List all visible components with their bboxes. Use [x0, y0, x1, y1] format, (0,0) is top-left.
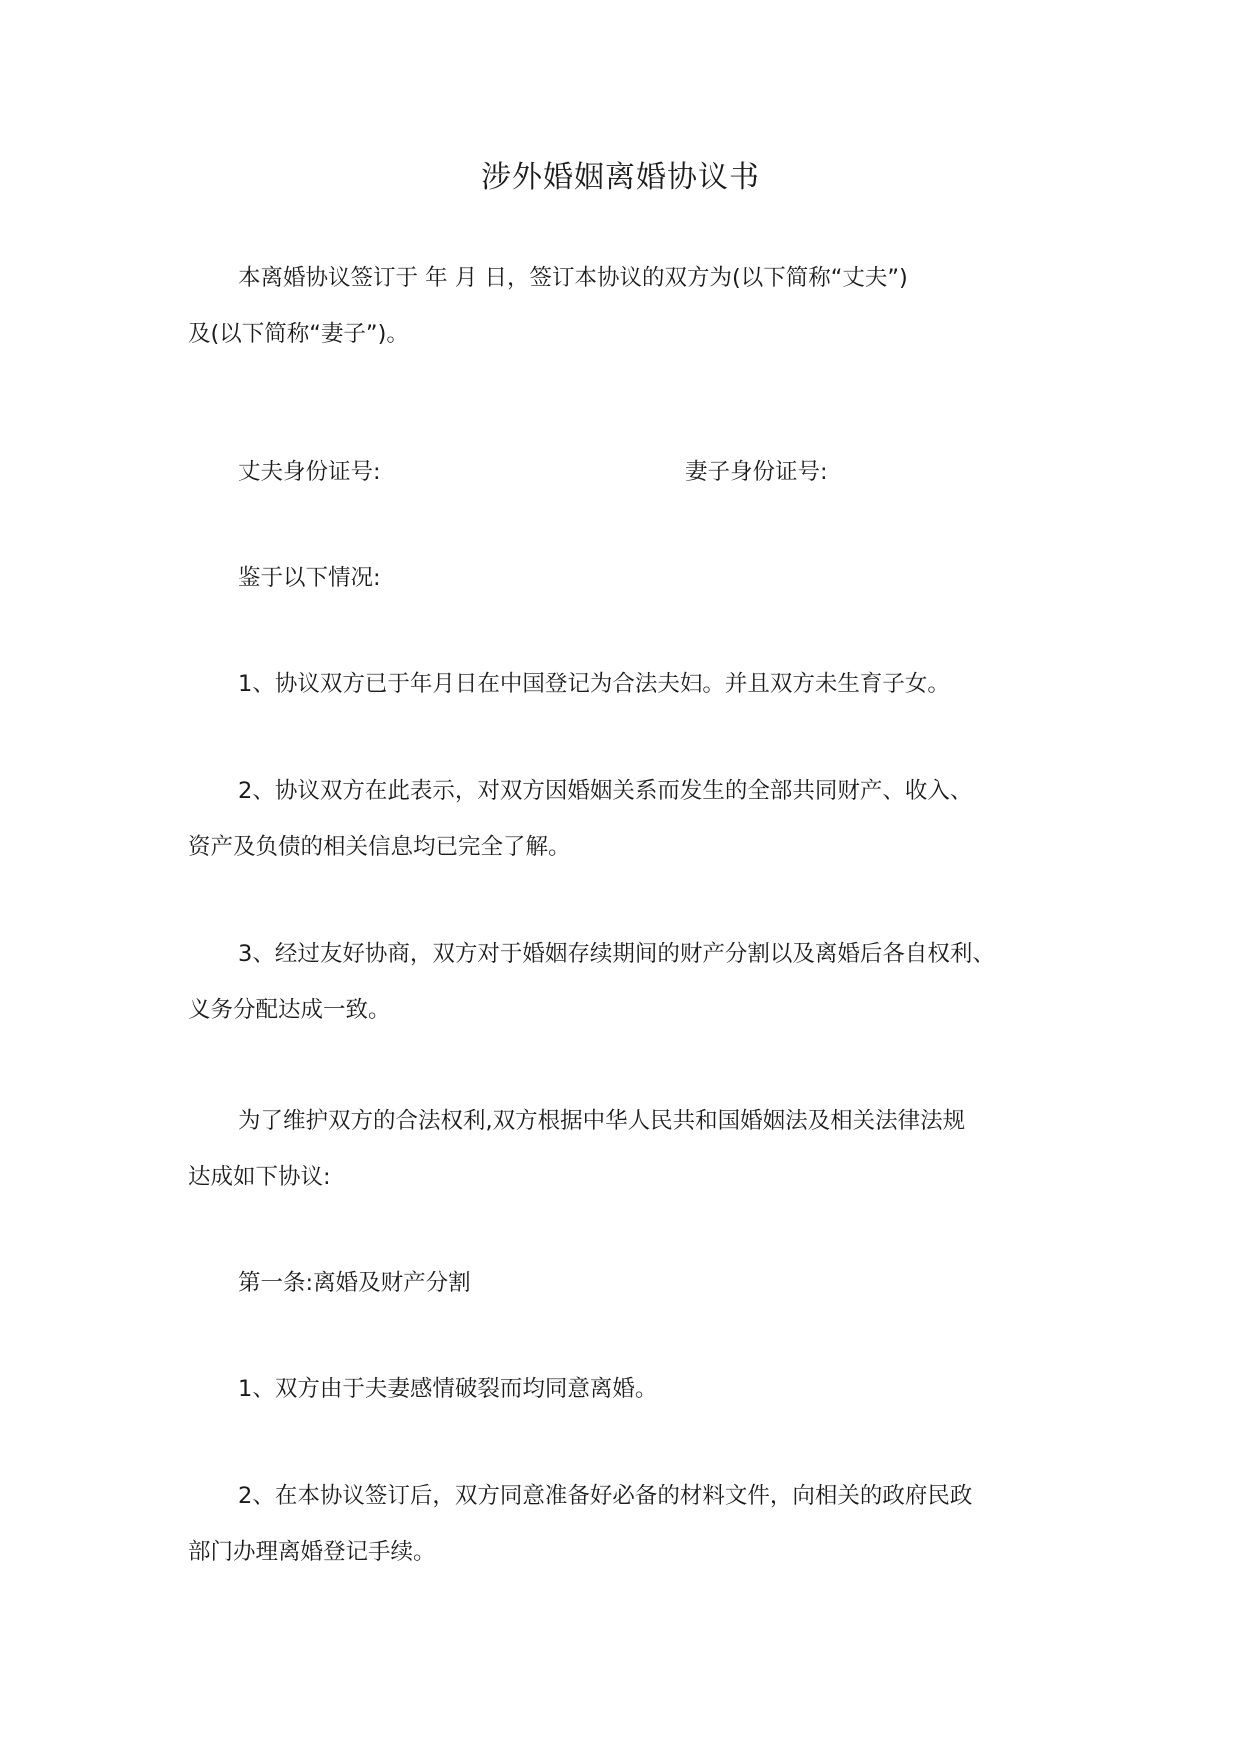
recital-item-2-line-2: 资产及负债的相关信息均已完全了解。	[188, 834, 571, 860]
recital-item-3-line-1: 3、经过友好协商，双方对于婚姻存续期间的财产分割以及离婚后各自权利、	[238, 941, 995, 967]
intro-line-2: 及(以下简称“妻子”)。	[188, 321, 409, 347]
article-1-item-1-line-1: 1、双方由于夫妻感情破裂而均同意离婚。	[238, 1376, 658, 1402]
article-1-item-2	[188, 1468, 1068, 1580]
article-1-item-2-line-2: 部门办理离婚登记手续。	[188, 1539, 436, 1565]
recital-item-1	[188, 656, 1068, 712]
intro-paragraph	[188, 250, 1068, 362]
purpose-paragraph	[188, 1093, 1068, 1205]
recital-item-2	[188, 763, 1068, 875]
document-title: 涉外婚姻离婚协议书	[481, 160, 760, 195]
purpose-line-2: 达成如下协议:	[188, 1164, 331, 1190]
id-number-row	[238, 444, 1068, 500]
husband-id-label: 丈夫身份证号:	[238, 459, 381, 485]
article-1-item-2-line-1: 2、在本协议签订后，双方同意准备好必备的材料文件，向相关的政府民政	[238, 1483, 973, 1509]
purpose-line-1: 为了维护双方的合法权利,双方根据中华人民共和国婚姻法及相关法律法规	[238, 1108, 966, 1134]
recital-heading: 鉴于以下情况:	[238, 565, 381, 591]
wife-id-label: 妻子身份证号:	[685, 459, 828, 485]
recital-heading-paragraph	[188, 550, 1068, 606]
article-1-heading-paragraph	[188, 1255, 1068, 1311]
recital-item-3	[188, 926, 1068, 1038]
article-1-heading: 第一条:离婚及财产分割	[238, 1270, 471, 1296]
recital-item-3-line-2: 义务分配达成一致。	[188, 997, 391, 1023]
intro-line-1: 本离婚协议签订于 年 月 日，签订本协议的双方为(以下简称“丈夫”)	[238, 265, 908, 291]
recital-item-1-line-1: 1、协议双方已于年月日在中国登记为合法夫妇。并且双方未生育子女。	[238, 671, 950, 697]
recital-item-2-line-1: 2、协议双方在此表示，对双方因婚姻关系而发生的全部共同财产、收入、	[238, 778, 973, 804]
article-1-item-1	[188, 1361, 1068, 1417]
